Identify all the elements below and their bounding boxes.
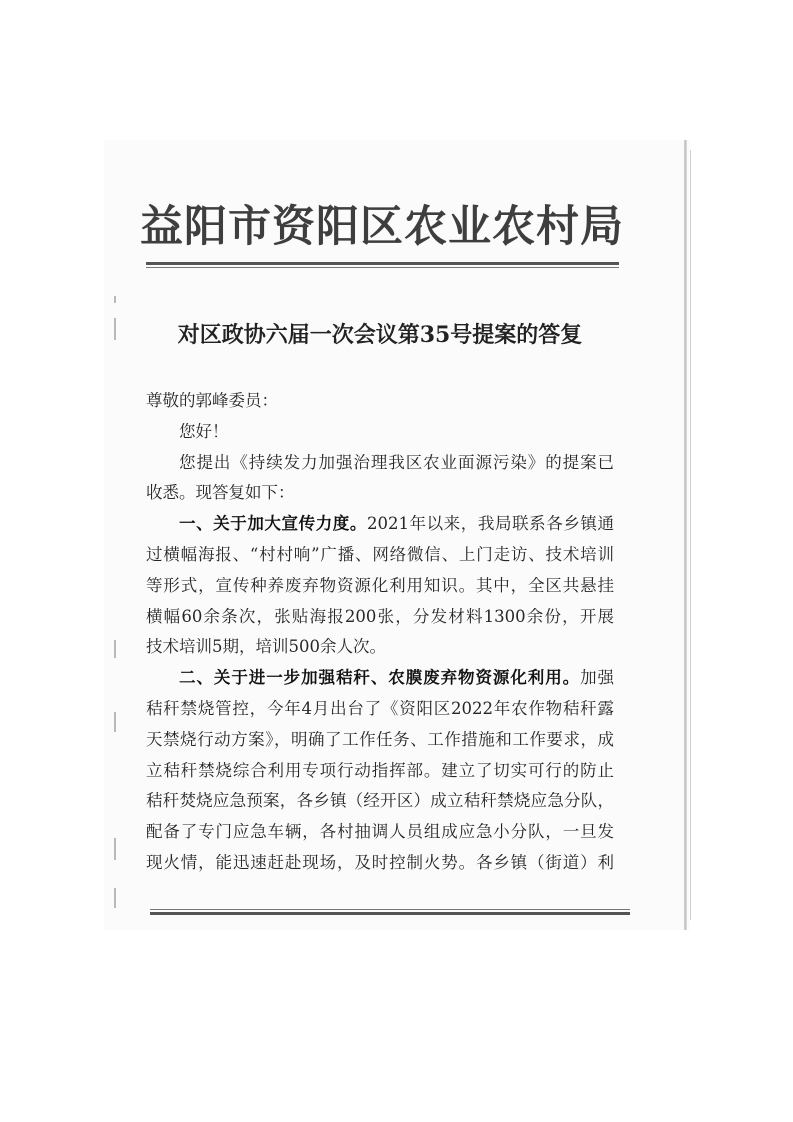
letterhead-rule-thick [146, 262, 619, 265]
footer-rule-thin [150, 909, 630, 910]
greeting: 您好！ [179, 421, 229, 441]
section-2-heading: 二、关于进一步加强秸秆、农膜废弃物资源化利用。 [179, 668, 581, 688]
binding-mark [114, 296, 116, 303]
section-1-text: 2021年以来，我局联系各乡镇通 [366, 514, 615, 534]
binding-mark [114, 888, 116, 908]
section-2-line: 现火情，能迅速赶赴现场，及时控制火势。各乡镇（街道）利 [146, 852, 614, 872]
section-2-line: 秸秆禁烧管控，今年4月出台了《资阳区2022年农作物秸秆露 [146, 698, 614, 718]
section-1-line: 等形式，宣传种养废弃物资源化利用知识。其中，全区共悬挂 [146, 575, 614, 595]
section-1-line: 横幅60余条次，张贴海报200张，分发材料1300余份，开展 [146, 606, 614, 626]
section-1-line: 过横幅海报、“村村响”广播、网络微信、上门走访、技术培训 [146, 544, 614, 564]
binding-mark [114, 318, 116, 340]
intro-line: 您提出《持续发力加强治理我区农业面源污染》的提案已 [179, 452, 614, 472]
footer-rule-thick [150, 912, 630, 915]
page-edge-shadow [684, 140, 687, 930]
page-edge-line [690, 150, 691, 920]
section-2-line: 配备了专门应急车辆，各村抽调人员组成应急小分队，一旦发 [146, 822, 614, 842]
section-2-line: 立秸秆禁烧综合利用专项行动指挥部。建立了切实可行的防止 [146, 760, 614, 780]
section-2-line [146, 663, 614, 694]
section-1-heading: 一、关于加大宣传力度。 [179, 514, 367, 534]
reply-title: 对区政协六届一次会议第35号提案的答复 [177, 322, 583, 348]
section-2-line: 天禁烧行动方案》，明确了工作任务、工作措施和工作要求，成 [146, 729, 614, 749]
letterhead-rule-thin [146, 267, 619, 268]
salutation: 尊敬的郭峰委员： [146, 391, 278, 410]
binding-mark [114, 640, 116, 658]
letterhead-title: 益阳市资阳区农业农村局 [140, 202, 624, 252]
section-2-line: 秸秆焚烧应急预案，各乡镇（经开区）成立秸秆禁烧应急分队， [146, 791, 614, 811]
letter-body [146, 386, 614, 879]
section-1-line: 技术培训5期，培训500余人次。 [146, 637, 386, 657]
intro-line: 收悉。现答复如下： [146, 483, 295, 503]
section-1-line [146, 509, 614, 540]
binding-mark [114, 712, 116, 732]
section-2-text: 加强 [580, 668, 614, 688]
binding-mark [114, 838, 116, 860]
